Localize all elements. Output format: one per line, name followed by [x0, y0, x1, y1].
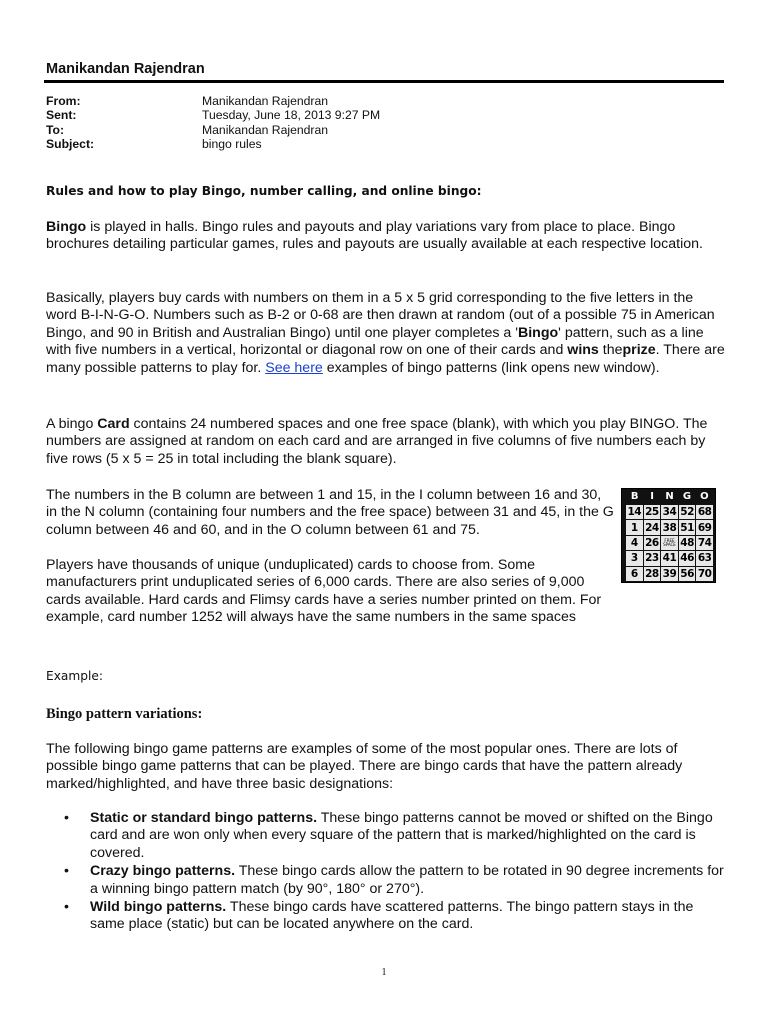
paragraph-text: is played in halls. Bingo rules and payouts and play variations vary from place to place. Bingo brochures detailing particular games, rules and payouts are usually available at each respective location. [46, 219, 703, 253]
see-here-link[interactable]: See here [265, 359, 323, 376]
bingo-cell: 24 [645, 521, 659, 534]
meta-value: bingo rules [202, 137, 262, 152]
list-item-title: Static or standard bingo patterns. [90, 810, 318, 826]
bingo-cell: 70 [697, 567, 712, 580]
bingo-letter: O [700, 491, 709, 502]
page-number: 1 [381, 967, 387, 978]
meta-row-sent [46, 108, 380, 122]
bingo-cell: 4 [626, 536, 643, 550]
bingo-cell: 6 [626, 567, 643, 581]
bingo-cell: 63 [697, 552, 712, 565]
bingo-cell: 3 [626, 551, 643, 565]
paragraph-text: Players have thousands of unique (unduplicated) cards to choose from. Some manufacturers print unduplicated series of 6,000 cards. There are also series of 9,000 cards available. Hard cards and Flimsy cards have a series number printed on them. For example, card number 1252 will always have the same numbers in the same spaces [46, 557, 602, 626]
email-metadata [46, 94, 380, 152]
bingo-letter: G [682, 491, 692, 502]
bingo-cell: 23 [645, 552, 659, 565]
bingo-cell: 74 [697, 536, 712, 549]
list-item-title: Crazy bingo patterns. [90, 863, 236, 880]
bullet-icon: • [64, 810, 69, 826]
list-item-text: These bingo cards have scattered patterns. The bingo pattern stays in the same place (static) but can be located anywhere on the card. [90, 899, 694, 933]
bingo-cell: 39 [662, 567, 677, 580]
bingo-term: Bingo [46, 219, 87, 235]
wins-term: wins [567, 342, 599, 359]
meta-value: Manikandan Rajendran [202, 122, 329, 137]
paragraph-text: ' pattern, such as a line with five numbers in a vertical, horizontal or diagonal row on one of their cards and [46, 324, 704, 359]
pattern-types-list [46, 810, 726, 935]
bingo-cell: 52 [680, 506, 694, 519]
bingo-cell: 34 [662, 506, 677, 519]
bullet-icon: • [64, 863, 69, 880]
bingo-cell: 26 [645, 536, 659, 549]
bingo-term: Bingo [517, 324, 559, 341]
bingo-free-space: FREE SPACE [661, 536, 678, 550]
prize-term: prize [622, 342, 656, 359]
bingo-card-image [621, 488, 716, 583]
paragraph-intro [46, 219, 726, 254]
meta-key: To: [46, 122, 65, 137]
paragraph-basics [46, 290, 726, 377]
header-divider [44, 80, 724, 83]
bingo-card-grid [626, 505, 713, 581]
rules-heading: Rules and how to play Bingo, number calling, and online bingo: [46, 184, 482, 198]
paragraph-text: Basically, players buy cards with numbers on them in a 5 x 5 grid corresponding to the five letters in the word B-I-N-G-O. Numbers such as B-2 or 0-68 are then drawn at random (out of a possible 75 in American Bingo, and 90 in British and Australian Bingo) until one player completes a ' [46, 290, 715, 341]
paragraph-text: contains 24 numbered spaces and one free space (blank), with which you play BINGO. The numbers are assigned at random on each card and are arranged in five columns of five numbers each by five rows (5 x 5 = 25 in total including the blank square). [46, 416, 708, 467]
patterns-heading: Bingo pattern variations: [46, 706, 203, 722]
bullet-icon: • [64, 899, 69, 916]
bingo-cell: 38 [662, 521, 677, 534]
bingo-letter: B [630, 491, 639, 502]
meta-value: Tuesday, June 18, 2013 9:27 PM [202, 108, 381, 123]
paragraph-text: the [598, 342, 623, 359]
card-term: Card [97, 416, 130, 432]
paragraph-patterns: The following bingo game patterns are examples of some of the most popular ones. There are lots of possible bingo game patterns that can be played. There are bingo cards that have the pattern already marked/highlighted, and have three basic designations: [46, 741, 683, 792]
bingo-cell: 14 [627, 506, 642, 519]
bingo-cell: 1 [626, 520, 643, 534]
bingo-card-header [626, 491, 713, 503]
meta-key: From: [46, 94, 81, 108]
list-item-text: These bingo patterns cannot be moved or shifted on the Bingo card and are won only when every square of the pattern that is marked/highlighted on the card is covered. [90, 810, 713, 861]
list-item [46, 899, 726, 934]
example-label: Example: [46, 669, 103, 683]
bingo-cell: 48 [680, 536, 694, 549]
bingo-cell: 28 [645, 567, 659, 580]
meta-row-subject [46, 137, 380, 151]
meta-key: Subject: [46, 137, 95, 152]
bingo-cell: 41 [662, 552, 677, 565]
paragraph-columns: The numbers in the B column are between 1 and 15, in the I column between 16 and 30, in the N column (containing four numbers and the free space) between 31 and 45, in the G column between 46 and 60, and in the O column between 61 and 75. [46, 487, 614, 538]
bingo-cell: 46 [680, 552, 694, 565]
list-item [46, 863, 726, 898]
paragraph-text: . There are many possible patterns to play for. [46, 342, 725, 376]
sender-name-heading: Manikandan Rajendran [46, 61, 205, 77]
list-item-text: These bingo cards allow the pattern to be rotated in 90 degree increments for a winning bingo pattern match (by 90°, 180° or 270°). [90, 863, 724, 897]
bingo-cell: 51 [680, 521, 694, 534]
bingo-cell: 69 [697, 521, 712, 534]
paragraph-text: A bingo [46, 416, 98, 432]
list-item-title: Wild bingo patterns. [90, 899, 227, 916]
bingo-cell: 68 [697, 506, 712, 519]
bingo-cell: 25 [645, 506, 659, 519]
bingo-cell: 56 [680, 567, 694, 580]
meta-row-to [46, 123, 380, 137]
meta-row-from [46, 94, 380, 108]
paragraph-card [46, 416, 726, 468]
meta-value: Manikandan Rajendran [202, 94, 329, 108]
bingo-letter: I [650, 491, 654, 502]
paragraph-text: examples of bingo patterns (link opens new window). [322, 359, 660, 376]
list-item [46, 810, 726, 862]
bingo-letter: N [665, 491, 674, 502]
meta-key: Sent: [46, 108, 77, 123]
